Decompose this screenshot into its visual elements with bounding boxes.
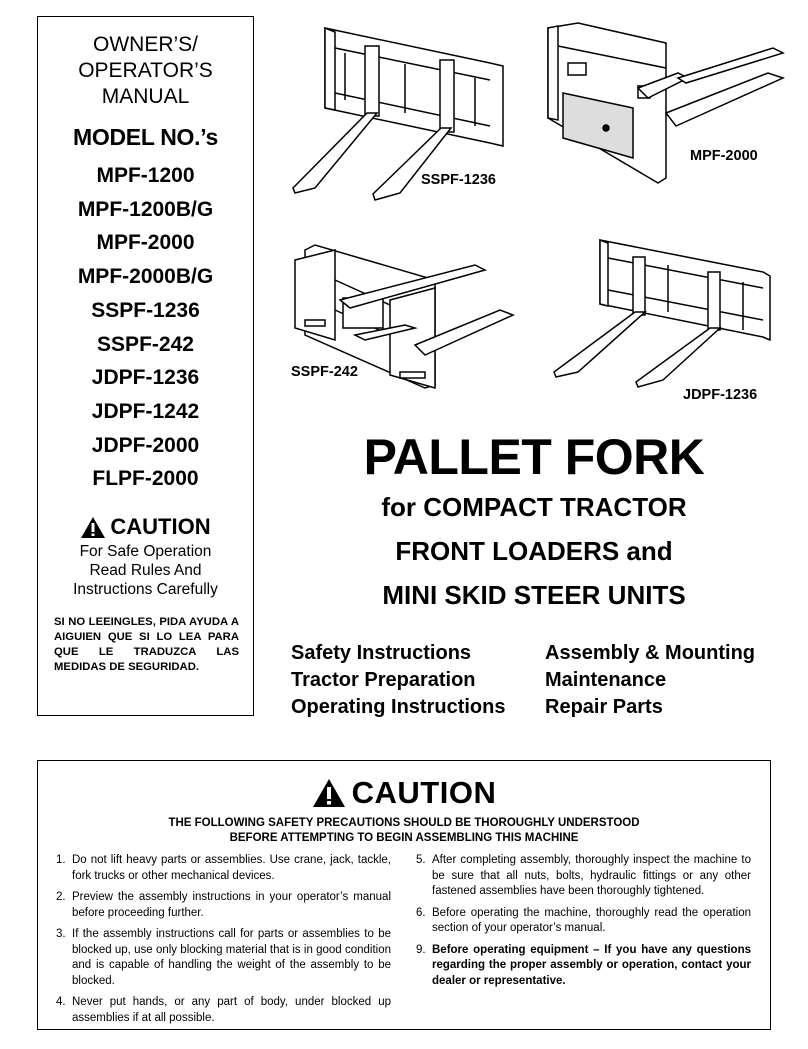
topic-item: Maintenance	[545, 669, 667, 691]
caution-item-text: Before operating equipment – If you have any questions regarding the proper assembly or operation, contact your dealer or representative.	[432, 943, 751, 987]
fork-label-sspf242: SSPF-242	[291, 364, 358, 380]
caution-item	[416, 853, 751, 900]
subtitle-line-2: FRONT LOADERS and	[395, 536, 673, 566]
topic-item: Operating Instructions	[291, 696, 506, 718]
safe-line: For Safe Operation	[79, 543, 212, 561]
caution-item-text: Do not lift heavy parts or assemblies. Use crane, jack, tackle, fork trucks or other mechanical devices.	[72, 854, 391, 882]
topic-item: Repair Parts	[545, 696, 663, 718]
caution-box	[37, 760, 771, 1030]
caution-item-number: 5.	[416, 854, 426, 866]
fork-label-sspf1236: SSPF-1236	[421, 172, 496, 188]
caution-item-text: After completing assembly, thoroughly inspect the machine to be sure that all nuts, bolts, hydraulic fittings or any other fastened assemblies have been thoroughly tightened.	[432, 854, 751, 897]
topics-right	[545, 640, 755, 721]
manual-title-line: OPERATOR’S	[78, 59, 213, 82]
fork-label-mpf2000: MPF-2000	[690, 148, 758, 164]
subtitle-line-3: MINI SKID STEER UNITS	[382, 580, 686, 610]
caution-item-number: 6.	[416, 906, 426, 919]
owner-manual-box	[37, 16, 254, 716]
caution-text: CAUTION	[110, 514, 211, 540]
caution-item-number: 1.	[56, 854, 66, 866]
model-number: JDPF-1236	[91, 366, 200, 390]
main-title: PALLET FORK	[363, 429, 705, 485]
caution-column-left	[56, 853, 391, 1032]
manual-title	[38, 32, 253, 110]
warning-triangle-icon	[80, 516, 106, 539]
caution-item-text: Preview the assembly instructions in your operator’s manual before proceeding further.	[72, 891, 391, 919]
caution-item-number: 2.	[56, 891, 66, 903]
model-number: MPF-1200B/G	[77, 197, 214, 221]
caution-subheading-line: BEFORE ATTEMPTING TO BEGIN ASSEMBLING THIS MACHINE	[229, 831, 579, 844]
safe-line: Read Rules And	[89, 562, 202, 580]
caution-item	[56, 927, 391, 989]
model-heading: MODEL NO.’s	[73, 124, 218, 150]
topic-item: Assembly & Mounting	[545, 642, 756, 664]
fork-illustration-jdpf1236	[538, 232, 778, 392]
caution-subheading	[38, 816, 770, 845]
caution-item	[56, 995, 391, 1026]
caution-item	[56, 853, 391, 884]
topic-item: Tractor Preparation	[291, 669, 476, 691]
caution-column-right	[416, 853, 751, 995]
caution-item-number: 3.	[56, 928, 66, 940]
model-number: MPF-2000	[96, 231, 195, 255]
safe-line: Instructions Carefully	[73, 581, 218, 599]
model-number: SSPF-1236	[91, 298, 200, 322]
caution-item-number: 9.	[416, 943, 426, 956]
model-list	[38, 159, 253, 496]
spanish-warning: SI NO LEEINGLES, PIDA AYUDA A AIGUIEN QUE SI LO LEA PARA QUE LE TRADUZCA LAS MEDIDAS DE SEGURIDAD.	[54, 616, 239, 674]
fork-label-jdpf1236: JDPF-1236	[683, 387, 758, 403]
manual-title-line: MANUAL	[101, 85, 190, 108]
caution-heading	[38, 775, 770, 811]
manual-title-line: OWNER’S/	[93, 33, 198, 56]
caution-item-text: Before operating the machine, thoroughly read the operation section of your operator’s manual.	[432, 906, 751, 934]
warning-triangle-icon	[312, 778, 346, 808]
model-number: MPF-1200	[96, 164, 195, 187]
caution-item-number: 4.	[56, 996, 66, 1008]
model-number: FLPF-2000	[92, 467, 199, 491]
model-number: SSPF-242	[97, 332, 194, 356]
caution-item	[416, 943, 751, 990]
model-number: MPF-2000B/G	[77, 265, 214, 289]
caution-item-text: If the assembly instructions call for parts or assemblies to be blocked up, use only blocking material that is in good condition and is capable of handling the weight of the assembly to be blocked.	[72, 928, 391, 987]
caution-label	[38, 514, 253, 540]
safe-operation-note	[38, 542, 253, 599]
model-number: JDPF-2000	[91, 433, 200, 457]
topic-item: Safety Instructions	[291, 642, 472, 664]
subtitle-line-1: for COMPACT TRACTOR	[381, 492, 687, 522]
caution-item	[56, 890, 391, 921]
caution-item-text: Never put hands, or any part of body, under blocked up assemblies if at all possible.	[72, 996, 391, 1024]
topics-left	[291, 640, 505, 721]
caution-subheading-line: THE FOLLOWING SAFETY PRECAUTIONS SHOULD BE THOROUGHLY UNDERSTOOD	[168, 817, 640, 829]
caution-heading-text: CAUTION	[351, 775, 497, 810]
caution-item	[416, 906, 751, 937]
model-number: JDPF-1242	[91, 399, 200, 423]
